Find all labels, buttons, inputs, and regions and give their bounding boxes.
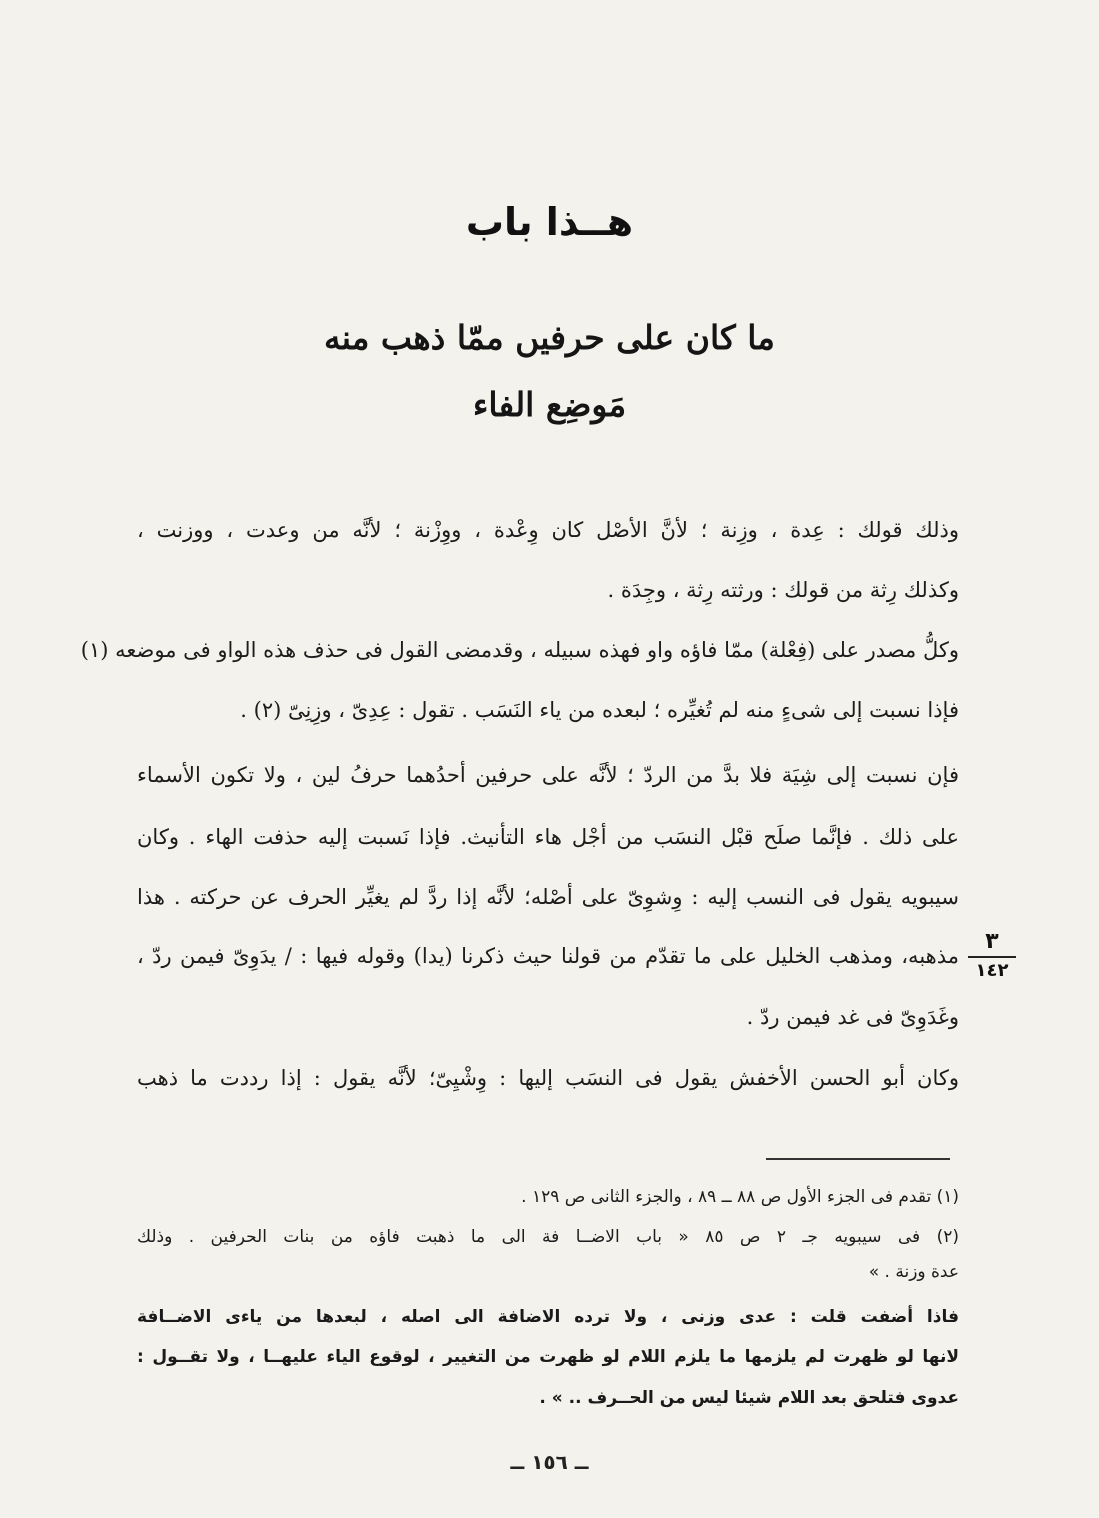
- body-line: وكان أبو الحسن الأخفش يقول فى النسَب إليها : وِشْيِىّ؛ لأنَّه يقول : إذا رددت ما ذهب: [137, 1066, 959, 1090]
- chapter-title: ما كان على حرفيں ممّا ذهب منه: [324, 318, 775, 357]
- footnote-2: (٢) فى سيبويه جـ ٢ ص ٨٥ « باب الاضــا فة الى ما ذهبت فاؤه من بنات الحرفين . وذلك: [137, 1227, 959, 1247]
- margin-page-reference: [962, 930, 1022, 982]
- footnote-quote-line: عدوى فتلحق بعد اللام شيئا ليس من الحــرف .. » .: [539, 1388, 959, 1408]
- footnote-2-continuation: عدة وزنة . »: [868, 1262, 959, 1282]
- body-line: وكذلك رِثة من قولك : ورثته رِثة ، وجِدَة .: [607, 578, 959, 602]
- body-line: مذهبه، ومذهب الخليل على ما تقدّم من قولنا حيث ذكرنا (يدا) وقوله فيها : / يدَوِىّ فيمن ردّ ،: [137, 944, 959, 968]
- body-line: سيبويه يقول فى النسب إليه : وِشوِىّ على أصْله؛ لأنَّه إذا ردَّ لم يغيِّر الحرف عن حركته . هذا: [137, 885, 959, 909]
- body-line: على ذلك . فإنَّما صلَح قبْل النسَب من أجْل هاء التأنيث. فإذا نَسبت إليه حذفت الهاء . وكان: [137, 825, 959, 849]
- body-line: فإن نسبت إلى شِيَة فلا بدَّ من الردّ ؛ لأنَّه على حرفين أحدُهما حرفُ لين ، ولا تكون الأسماء: [137, 763, 959, 787]
- footnote-separator: [766, 1158, 950, 1160]
- footnote-1: (١) تقدم فى الجزء الأول ص ٨٨ ــ ٨٩ ، والجزء الثانى ص ١٢٩ .: [521, 1187, 959, 1207]
- margin-reference-rule: [968, 956, 1016, 958]
- body-line: وكلُّ مصدر على (فِعْلة) ممّا فاؤه واو فهذه سبيله ، وقدمضى القول فى حذف هذه الواو فى موضعه (١): [80, 638, 959, 662]
- chapter-heading: هــذا باب: [465, 200, 634, 244]
- margin-reference-top: ٣: [985, 929, 999, 954]
- chapter-subtitle: مَوضِع الفاء: [472, 385, 627, 424]
- body-line: وغَدَوِىّ فى غد فيمن ردّ .: [746, 1005, 959, 1029]
- margin-reference-bottom: ١٤٢: [975, 960, 1009, 981]
- page-number: ــ ١٥٦ ــ: [510, 1450, 589, 1474]
- footnote-quote-line: فاذا أضفت قلت : عدى وزنى ، ولا ترده الاضافة الى اصله ، لبعدها من ياءى الاضــافة: [137, 1307, 959, 1327]
- footnote-quote-line: لانها لو ظهرت لم يلزمها ما يلزم اللام لو ظهرت من التغيير ، لوقوع الياء عليهــا ، ولا تقــول :: [137, 1347, 959, 1367]
- body-line: فإذا نسبت إلى شىءٍ منه لم تُغيِّره ؛ لبعده من ياء النَسَب . تقول : عِدِىّ ، وزِنِىّ (٢) .: [240, 698, 959, 722]
- body-line: وذلك قولك : عِدة ، وزِنة ؛ لأنَّ الأصْل كان وِعْدة ، ووِزْنة ؛ لأنَّه من وعدت ، ووزنت ،: [137, 518, 959, 542]
